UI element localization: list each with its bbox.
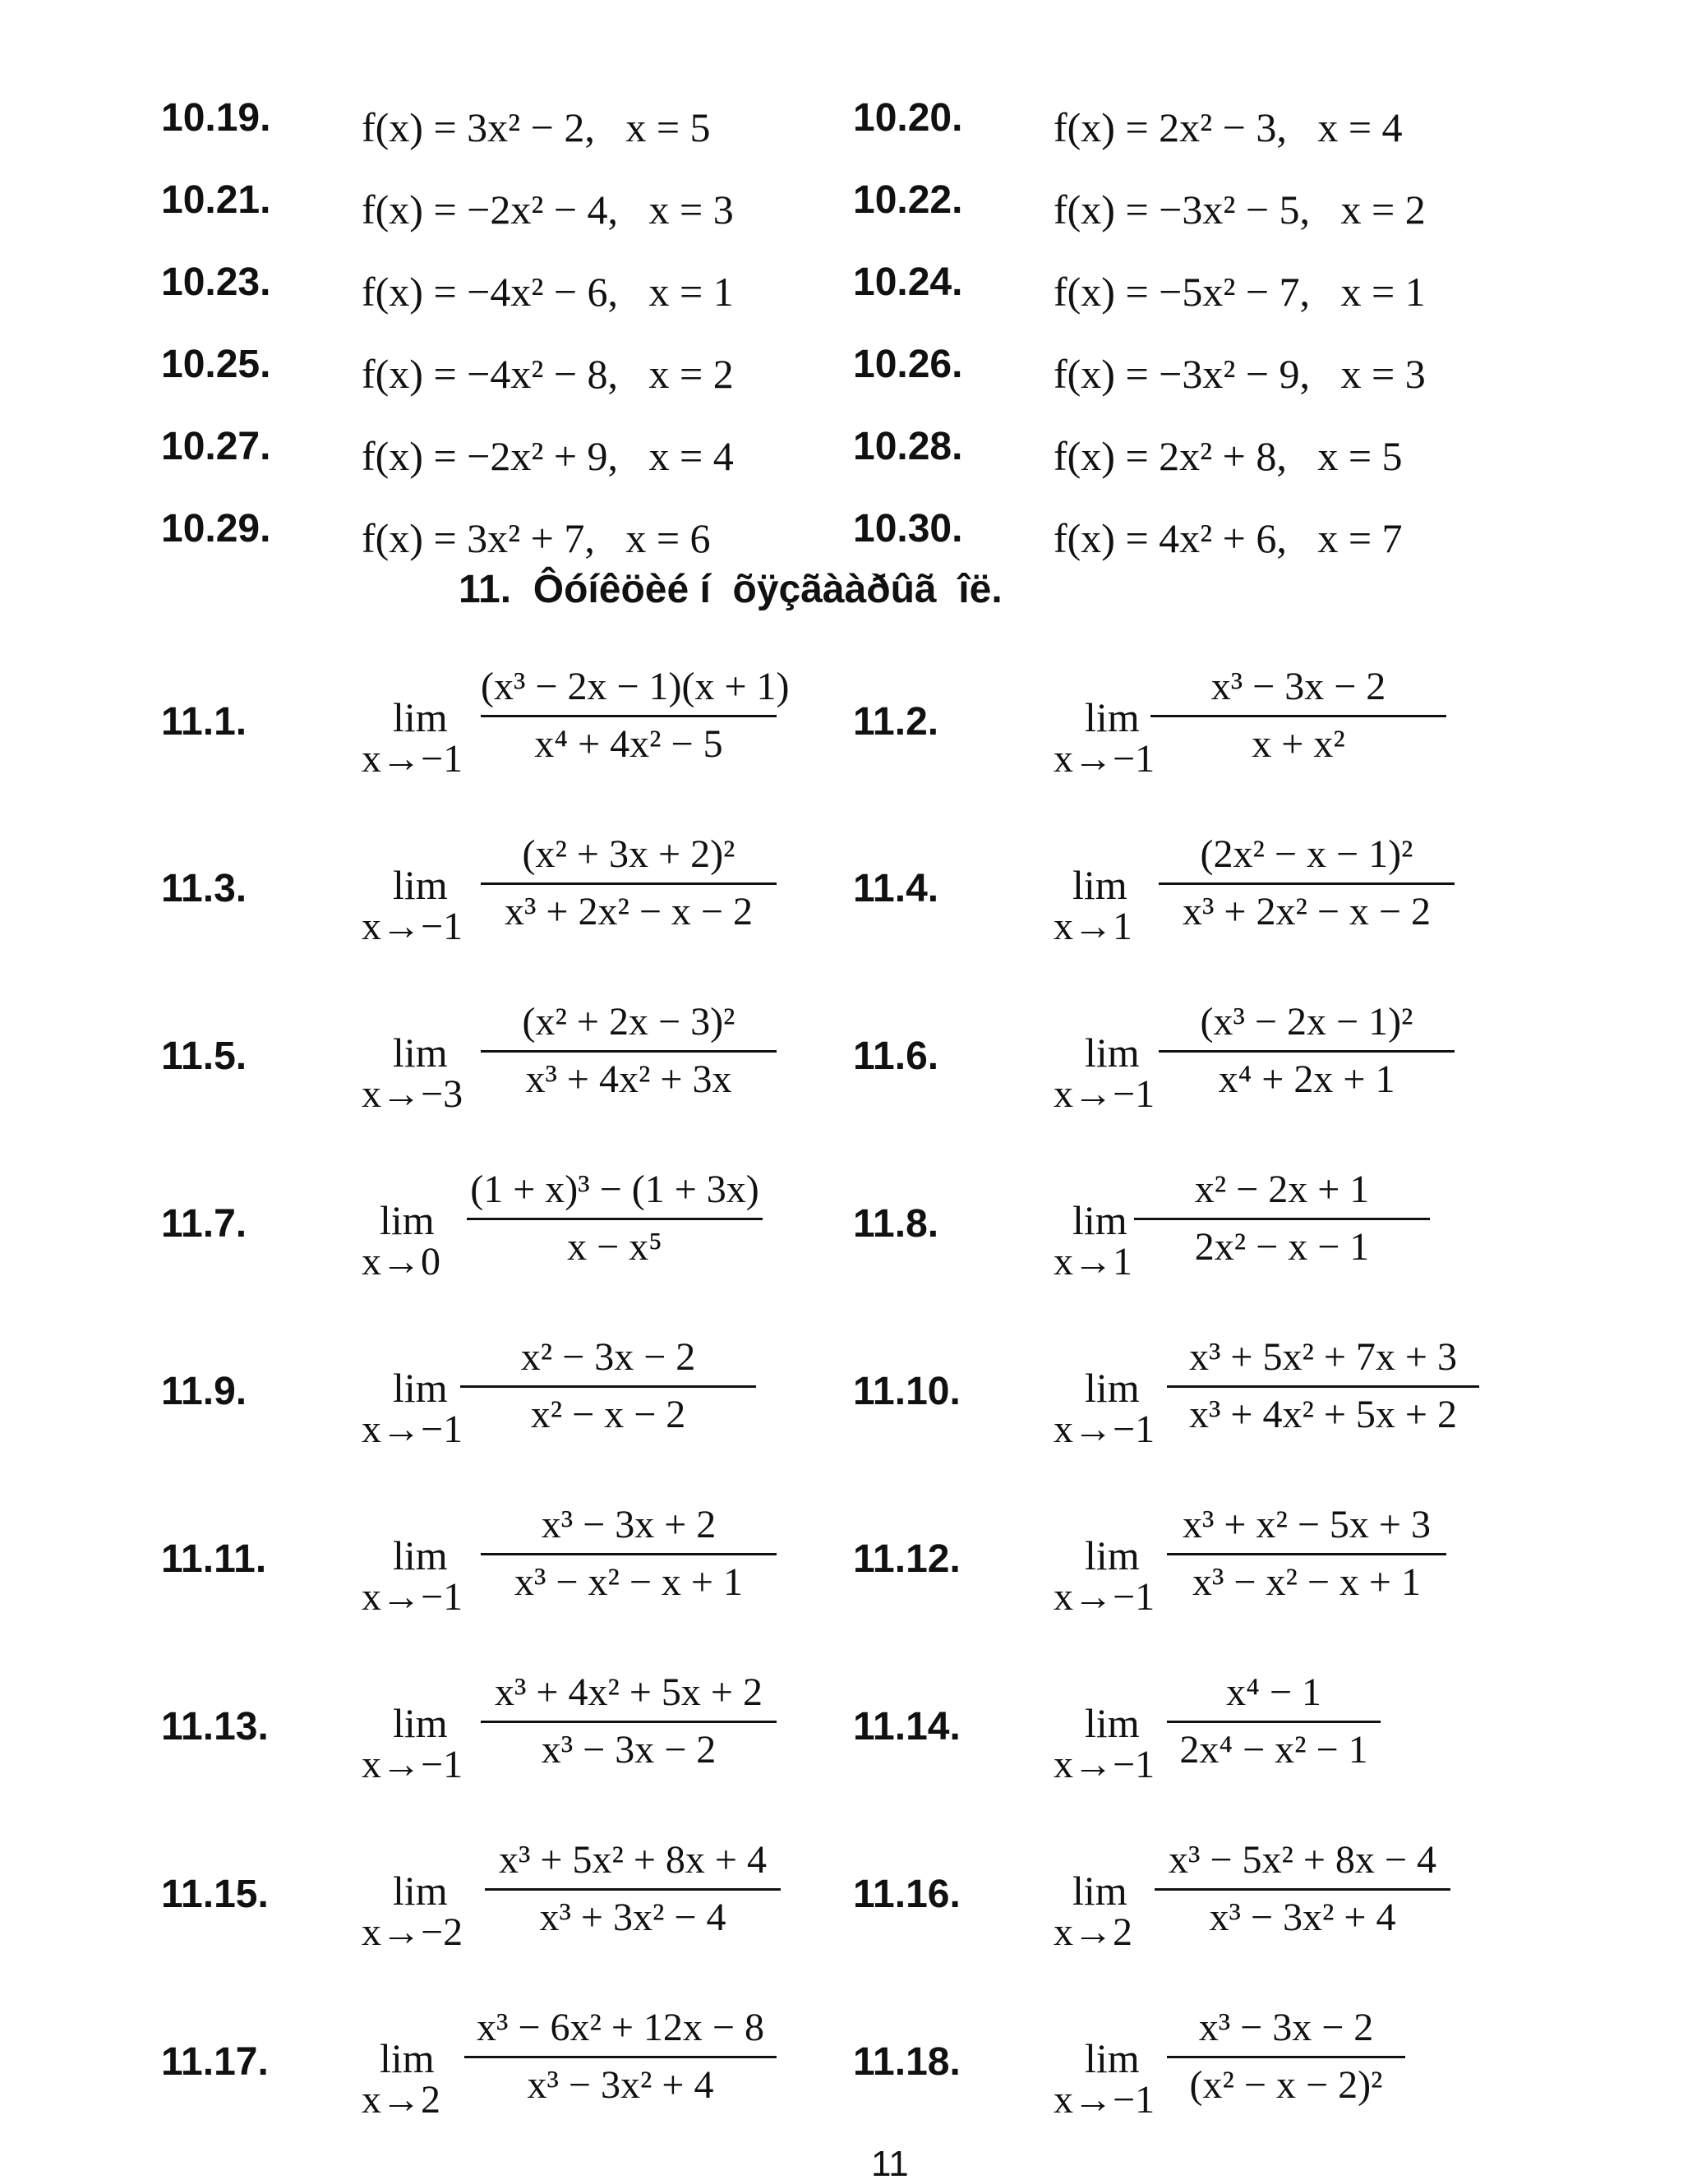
problem-number: 10.23. [161, 260, 271, 304]
problem-number: 10.24. [853, 260, 963, 304]
problem-number: 10.29. [161, 507, 271, 551]
lim-label: lim [1072, 862, 1127, 908]
problem-number: 11.16. [853, 1873, 961, 1916]
denominator: x⁴ + 4x² − 5 [534, 722, 723, 766]
fraction-bar [481, 715, 777, 717]
function-expression: f(x) = 2x² + 8, x = 5 [1054, 433, 1403, 479]
lim-subscript: x→−2 [362, 1910, 463, 1954]
function-expression: f(x) = −5x² − 7, x = 1 [1054, 269, 1426, 315]
problem-number: 10.28. [853, 425, 963, 468]
problem-number: 11.4. [853, 867, 939, 910]
problem-number: 10.21. [161, 178, 271, 222]
problem-number: 11.6. [853, 1034, 939, 1078]
problem-number: 11.7. [161, 1202, 247, 1246]
numerator: x³ − 5x² + 8x − 4 [1169, 1838, 1436, 1882]
problem-number: 11.14. [853, 1705, 961, 1749]
lim-subscript: x→−1 [362, 1408, 463, 1451]
problem-number: 11.18. [853, 2040, 961, 2084]
lim-subscript: x→−1 [1054, 737, 1155, 781]
denominator: x + x² [1252, 722, 1345, 766]
function-expression: f(x) = −3x² − 9, x = 3 [1054, 351, 1426, 397]
problem-number: 11.15. [161, 1873, 269, 1916]
numerator: (x² + 3x + 2)² [522, 832, 735, 876]
problem-number: 11.10. [853, 1370, 961, 1413]
lim-subscript: x→−1 [1054, 1743, 1155, 1786]
lim-label: lim [1072, 1197, 1127, 1243]
denominator: x⁴ + 2x + 1 [1218, 1057, 1395, 1101]
problem-number: 11.8. [853, 1202, 939, 1246]
problem-number: 11.2. [853, 700, 939, 744]
numerator: x³ + 5x² + 7x + 3 [1189, 1335, 1457, 1379]
denominator: x³ + 2x² − x − 2 [1183, 890, 1431, 933]
fraction-bar [1155, 1888, 1450, 1891]
lim-subscript: x→−1 [362, 1743, 463, 1786]
fraction-bar [1159, 1050, 1455, 1053]
numerator: x² − 2x + 1 [1194, 1168, 1370, 1211]
problem-number: 10.22. [853, 178, 963, 222]
denominator: x³ + 4x² + 5x + 2 [1189, 1393, 1457, 1436]
denominator: x² − x − 2 [530, 1393, 686, 1436]
numerator: (1 + x)³ − (1 + 3x) [470, 1168, 759, 1211]
lim-subscript: x→−1 [362, 737, 463, 781]
numerator: (x² + 2x − 3)² [522, 1000, 735, 1044]
denominator: x³ − x² − x + 1 [1192, 1560, 1421, 1604]
numerator: (2x² − x − 1)² [1200, 832, 1413, 876]
function-expression: f(x) = −2x² − 4, x = 3 [362, 187, 734, 233]
lim-label: lim [393, 1030, 448, 1076]
denominator: x³ + 3x² − 4 [539, 1896, 726, 1939]
problem-number: 10.30. [853, 507, 963, 551]
lim-subscript: x→−1 [1054, 1408, 1155, 1451]
numerator: x³ − 3x + 2 [541, 1503, 717, 1546]
problem-number: 11.11. [161, 1537, 267, 1581]
fraction-bar [1150, 715, 1446, 717]
fraction-bar [460, 1385, 756, 1388]
fraction-bar [1134, 1218, 1430, 1220]
lim-subscript: x→0 [362, 1240, 440, 1283]
numerator: (x³ − 2x − 1)² [1200, 1000, 1413, 1044]
lim-subscript: x→−3 [362, 1072, 463, 1116]
numerator: x³ + x² − 5x + 3 [1183, 1503, 1431, 1546]
problem-number: 11.5. [161, 1034, 247, 1078]
lim-label: lim [393, 1365, 448, 1411]
problem-number: 11.12. [853, 1537, 961, 1581]
lim-label: lim [393, 694, 448, 740]
lim-label: lim [380, 1197, 435, 1243]
fraction-bar [485, 1888, 781, 1891]
lim-subscript: x→−1 [362, 1575, 463, 1619]
fraction-bar [481, 1050, 777, 1053]
lim-label: lim [1072, 1868, 1127, 1914]
numerator: x³ − 6x² + 12x − 8 [477, 2006, 764, 2049]
fraction-bar [1167, 1553, 1446, 1555]
lim-label: lim [380, 2035, 435, 2081]
function-expression: f(x) = 2x² − 3, x = 4 [1054, 104, 1403, 150]
fraction-bar [481, 1553, 777, 1555]
function-expression: f(x) = 3x² + 7, x = 6 [362, 515, 711, 561]
problem-number: 11.1. [161, 700, 247, 744]
denominator: x³ − 3x² + 4 [527, 2063, 714, 2107]
lim-label: lim [393, 1868, 448, 1914]
lim-subscript: x→−1 [1054, 2078, 1155, 2122]
page-number: 11 [871, 2144, 909, 2184]
lim-label: lim [1085, 1532, 1140, 1578]
function-expression: f(x) = −4x² − 6, x = 1 [362, 269, 734, 315]
problem-number: 10.20. [853, 96, 963, 140]
fraction-bar [1167, 2056, 1405, 2058]
lim-label: lim [1085, 694, 1140, 740]
problem-number: 10.26. [853, 343, 963, 386]
lim-subscript: x→1 [1054, 1240, 1132, 1283]
numerator: x³ + 5x² + 8x + 4 [499, 1838, 767, 1882]
problem-number: 11.9. [161, 1370, 247, 1413]
numerator: x³ + 4x² + 5x + 2 [495, 1670, 763, 1714]
section-heading: 11. Ôóíêöèé í õÿçãààðûã îë. [459, 568, 1003, 611]
fraction-bar [467, 1218, 763, 1220]
fraction-bar [481, 882, 777, 885]
lim-label: lim [393, 1532, 448, 1578]
numerator: x³ − 3x − 2 [1198, 2006, 1374, 2049]
problem-number: 11.17. [161, 2040, 269, 2084]
function-expression: f(x) = −3x² − 5, x = 2 [1054, 187, 1426, 233]
lim-subscript: x→1 [1054, 905, 1132, 948]
problem-number: 11.3. [161, 867, 247, 910]
numerator: x⁴ − 1 [1226, 1670, 1321, 1714]
numerator: (x³ − 2x − 1)(x + 1) [481, 665, 790, 708]
fraction-bar [1159, 882, 1455, 885]
denominator: x³ − 3x² + 4 [1209, 1896, 1396, 1939]
lim-subscript: x→2 [362, 2078, 440, 2122]
lim-subscript: x→2 [1054, 1910, 1132, 1954]
fraction-bar [1167, 1385, 1479, 1388]
numerator: x² − 3x − 2 [520, 1335, 696, 1379]
lim-label: lim [1085, 1030, 1140, 1076]
function-expression: f(x) = −2x² + 9, x = 4 [362, 433, 734, 479]
lim-subscript: x→−1 [1054, 1575, 1155, 1619]
lim-subscript: x→−1 [1054, 1072, 1155, 1116]
denominator: x³ + 2x² − x − 2 [505, 890, 753, 933]
lim-subscript: x→−1 [362, 905, 463, 948]
denominator: 2x⁴ − x² − 1 [1179, 1728, 1368, 1772]
denominator: 2x² − x − 1 [1194, 1225, 1370, 1269]
numerator: x³ − 3x − 2 [1210, 665, 1386, 708]
denominator: x³ − 3x − 2 [541, 1728, 717, 1772]
fraction-bar [481, 1721, 777, 1723]
problem-number: 10.27. [161, 425, 271, 468]
problem-number: 10.19. [161, 96, 271, 140]
function-expression: f(x) = −4x² − 8, x = 2 [362, 351, 734, 397]
lim-label: lim [1085, 2035, 1140, 2081]
function-expression: f(x) = 3x² − 2, x = 5 [362, 104, 711, 150]
denominator: (x² − x − 2)² [1189, 2063, 1383, 2107]
lim-label: lim [393, 1700, 448, 1746]
function-expression: f(x) = 4x² + 6, x = 7 [1054, 515, 1403, 561]
fraction-bar [1167, 1721, 1381, 1723]
denominator: x³ − x² − x + 1 [514, 1560, 743, 1604]
problem-number: 11.13. [161, 1705, 269, 1749]
lim-label: lim [393, 862, 448, 908]
denominator: x³ + 4x² + 3x [525, 1057, 732, 1101]
lim-label: lim [1085, 1700, 1140, 1746]
fraction-bar [464, 2056, 777, 2058]
lim-label: lim [1085, 1365, 1140, 1411]
problem-number: 10.25. [161, 343, 271, 386]
denominator: x − x⁵ [567, 1225, 662, 1269]
